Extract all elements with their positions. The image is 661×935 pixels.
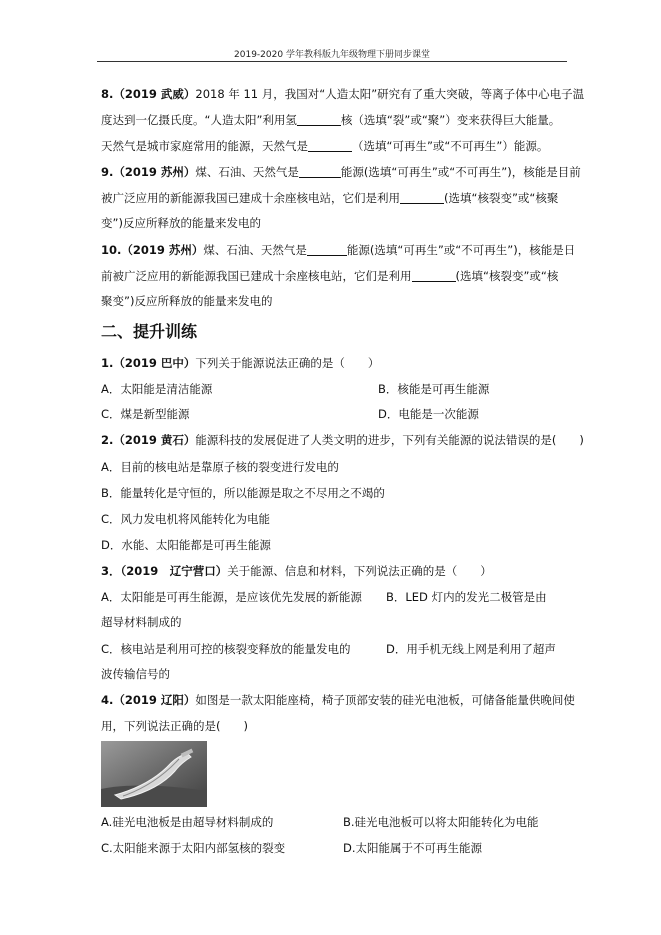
q8-text-3a: 天然气是城市家庭常用的能源，天然气是	[101, 139, 308, 153]
p1-stem	[101, 355, 379, 371]
p2-option-d[interactable]: D．水能、太阳能都是可再生能源	[101, 538, 271, 552]
p3-option-a[interactable]: A．太阳能是可再生能源，是应该优先发展的新能源	[101, 590, 362, 604]
p2-stem-text: 能源科技的发展促进了人类文明的进步，下列有关能源的说法错误的是( )	[195, 433, 584, 447]
p3-source-tag: 3．（2019 辽宁营口）	[101, 564, 228, 578]
p4-option-d[interactable]: D.太阳能属于不可再生能源	[343, 841, 483, 855]
p4-stem-line-1	[101, 692, 575, 708]
q9-line-2	[101, 190, 558, 206]
q8-text-2a: 度达到一亿摄氏度。“人造太阳”利用氢	[101, 113, 297, 127]
p4-option-b[interactable]: B.硅光电池板可以将太阳能转化为电能	[343, 815, 539, 829]
q8-line-2	[101, 112, 560, 128]
q10-text-1b: 能源(选填“可再生”或“不可再生”)，核能是日	[346, 243, 576, 257]
q8-source-tag: 8.（2019 武威）	[101, 87, 196, 101]
p3-option-d[interactable]: D．用手机无线上网是利用了超声	[386, 642, 556, 656]
q10-source-tag: 10.（2019 苏州）	[101, 243, 204, 257]
q9-text-2b: (选填“核裂变”或“核聚	[444, 191, 559, 205]
p4-option-a[interactable]: A.硅光电池板是由超导材料制成的	[101, 815, 274, 829]
q8-blank-2[interactable]	[308, 139, 352, 152]
p3-option-b[interactable]: B．LED 灯内的发光二极管是由	[386, 590, 547, 604]
q10-text-1a: 煤、石油、天然气是	[203, 243, 307, 257]
p2-source-tag: 2.（2019 黄石）	[101, 433, 196, 447]
q9-blank-1[interactable]	[299, 165, 341, 178]
p1-source-tag: 1.（2019 巴中）	[101, 356, 196, 370]
p3-option-b-cont: 超导材料制成的	[101, 615, 182, 629]
p1-option-c[interactable]: C．煤是新型能源	[101, 407, 190, 421]
q8-line-3	[101, 138, 548, 154]
q9-text-2a: 被广泛应用的新能源我国已建成十余座核电站，它们是利用	[101, 191, 400, 205]
q8-line-1	[101, 86, 584, 102]
p1-option-d[interactable]: D．电能是一次能源	[378, 407, 479, 421]
q9-line-1	[101, 164, 581, 180]
p3-option-d-cont: 波传输信号的	[101, 667, 170, 681]
q8-text-3b: （选填“可再生”或“不可再生”）能源。	[352, 139, 549, 153]
p2-option-a[interactable]: A．目前的核电站是靠原子核的裂变进行发电的	[101, 460, 339, 474]
p2-stem	[101, 432, 584, 448]
p2-option-b[interactable]: B．能量转化是守恒的，所以能源是取之不尽用之不竭的	[101, 486, 385, 500]
q9-blank-2[interactable]	[400, 191, 444, 204]
q8-text-2b: 核（选填“裂”或“聚”）变来获得巨大能量。	[340, 113, 561, 127]
q8-text-1: 2018 年 11 月，我国对“人造太阳”研究有了重大突破，等离子体中心电子温	[195, 87, 585, 101]
p1-stem-text: 下列关于能源说法正确的是（ ）	[195, 356, 380, 370]
p4-option-c[interactable]: C.太阳能来源于太阳内部氢核的裂变	[101, 841, 286, 855]
q9-text-1b: 能源(选填“可再生”或“不可再生”)，核能是目前	[340, 165, 581, 179]
q8-blank-1[interactable]	[297, 113, 341, 126]
header-divider	[97, 61, 567, 62]
p1-option-b[interactable]: B．核能是可再生能源	[378, 382, 490, 396]
p3-stem-text: 关于能源、信息和材料，下列说法正确的是（ ）	[227, 564, 492, 578]
q10-text-2a: 前被广泛应用的新能源我国已建成十余座核电站，它们是利用	[101, 269, 412, 283]
p3-option-c[interactable]: C．核电站是利用可控的核裂变释放的能量发电的	[101, 642, 351, 656]
p2-option-c[interactable]: C．风力发电机将风能转化为电能	[101, 512, 271, 526]
p4-source-tag: 4.（2019 辽阳）	[101, 693, 196, 707]
q10-blank-2[interactable]	[412, 269, 456, 282]
q10-line-2	[101, 268, 558, 284]
page-header: 2019-2020 学年教科版九年级物理下册同步课堂	[234, 50, 430, 60]
section-heading: 二、提升训练	[101, 322, 198, 341]
solar-bench-image	[101, 741, 207, 807]
p4-stem-line-2: 用，下列说法正确的是( )	[101, 719, 248, 733]
solar-bench-photo	[101, 741, 207, 807]
q10-text-2b: (选填“核裂变”或“核	[455, 269, 559, 283]
p1-option-a[interactable]: A．太阳能是清洁能源	[101, 382, 213, 396]
q9-line-3: 变”)反应所释放的能量来发电的	[101, 216, 261, 230]
q9-text-1a: 煤、石油、天然气是	[195, 165, 299, 179]
q10-blank-1[interactable]	[307, 243, 347, 256]
q9-source-tag: 9.（2019 苏州）	[101, 165, 196, 179]
q10-line-1	[101, 242, 575, 258]
p3-stem	[101, 563, 492, 579]
p4-stem-text: 如图是一款太阳能座椅，椅子顶部安装的硅光电池板，可储备能量供晚间使	[195, 693, 575, 707]
q10-line-3: 聚变”)反应所释放的能量来发电的	[101, 294, 273, 308]
